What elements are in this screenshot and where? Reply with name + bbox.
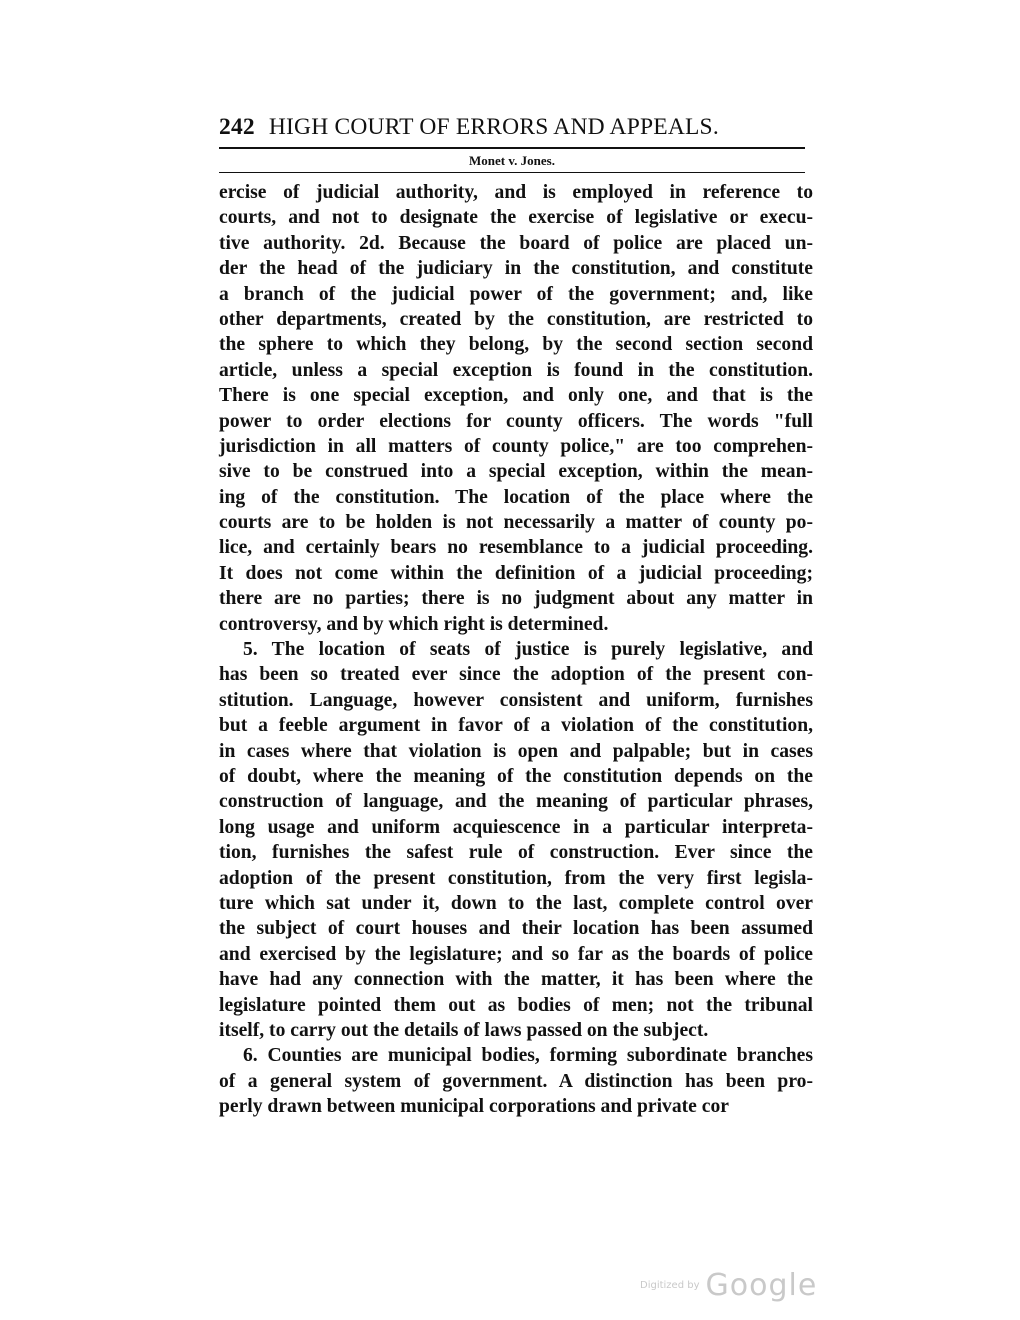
- text-line: power to order elections for county officers. The words "full: [219, 410, 813, 432]
- text-line: construction of language, and the meaning of particular phrases,: [219, 791, 813, 813]
- text-line: It does not come within the definition of a judicial proceeding;: [219, 562, 813, 584]
- text-line: courts, and not to designate the exercise of legislative or execu-: [219, 207, 813, 229]
- text-line: perly drawn between municipal corporations and private cor: [219, 1096, 729, 1118]
- header-rule-bottom: [219, 172, 805, 173]
- text-line: but a feeble argument in favor of a violation of the constitution,: [219, 715, 813, 737]
- text-line: der the head of the judiciary in the constitution, and constitute: [219, 258, 813, 280]
- text-line: ture which sat under it, down to the last, complete control over: [219, 892, 813, 914]
- digitization-watermark: [640, 1268, 817, 1303]
- text-line: stitution. Language, however consistent and uniform, furnishes: [219, 689, 813, 711]
- case-name: Monet v. Jones.: [469, 153, 555, 168]
- text-line: of doubt, where the meaning of the constitution depends on the: [219, 765, 813, 787]
- text-line: controversy, and by which right is determined.: [219, 613, 609, 635]
- text-line: have had any connection with the matter, it has been where the: [219, 969, 813, 991]
- text-line: other departments, created by the constitution, are restricted to: [219, 308, 813, 330]
- text-line: and exercised by the legislature; and so far as the boards of police: [219, 943, 813, 965]
- text-line: courts are to be holden is not necessarily a matter of county po-: [219, 512, 813, 534]
- text-line: ercise of judicial authority, and is employed in reference to: [219, 182, 813, 203]
- text-line: long usage and uniform acquiescence in a particular interpreta-: [219, 816, 813, 838]
- paragraph: [219, 180, 813, 637]
- paragraph: [219, 1043, 813, 1119]
- paragraph: [219, 637, 813, 1043]
- text-line: the sphere to which they belong, by the second section second: [219, 334, 813, 356]
- watermark-small-text: Digitized by: [640, 1280, 700, 1291]
- text-line: tion, furnishes the safest rule of construction. Ever since the: [219, 842, 813, 864]
- text-line: ing of the constitution. The location of the place where the: [219, 486, 813, 508]
- text-line: there are no parties; there is no judgment about any matter in: [219, 588, 813, 610]
- text-line: jurisdiction in all matters of county police," are too comprehen-: [219, 435, 813, 457]
- running-title: HIGH COURT OF ERRORS AND APPEALS.: [268, 114, 719, 140]
- body-text: [219, 180, 813, 1119]
- text-line: the subject of court houses and their location has been assumed: [219, 918, 813, 940]
- running-head: [219, 112, 805, 142]
- text-line: lice, and certainly bears no resemblance to a judicial proceeding.: [219, 537, 813, 559]
- text-line: a branch of the judicial power of the government; and, like: [219, 283, 813, 305]
- text-line: tive authority. 2d. Because the board of police are placed un-: [219, 232, 813, 254]
- text-line: of a general system of government. A distinction has been pro-: [219, 1070, 813, 1092]
- text-line: has been so treated ever since the adoption of the present con-: [219, 664, 813, 686]
- header-rule-top: [219, 147, 805, 149]
- page-number: 242: [219, 114, 255, 140]
- text-line: adoption of the present constitution, from the very first legisla-: [219, 867, 813, 889]
- text-line: in cases where that violation is open and palpable; but in cases: [219, 740, 813, 762]
- google-logo: Google: [705, 1268, 818, 1303]
- text-line: 6. Counties are municipal bodies, forming subordinate branches: [243, 1045, 813, 1067]
- text-line: 5. The location of seats of justice is purely legislative, and: [243, 639, 813, 661]
- text-line: legislature pointed them out as bodies of men; not the tribunal: [219, 994, 813, 1016]
- text-line: article, unless a special exception is found in the constitution.: [219, 359, 813, 381]
- text-line: sive to be construed into a special exception, within the mean-: [219, 461, 813, 483]
- text-line: itself, to carry out the details of laws passed on the subject.: [219, 1019, 709, 1041]
- text-line: There is one special exception, and only one, and that is the: [219, 385, 813, 407]
